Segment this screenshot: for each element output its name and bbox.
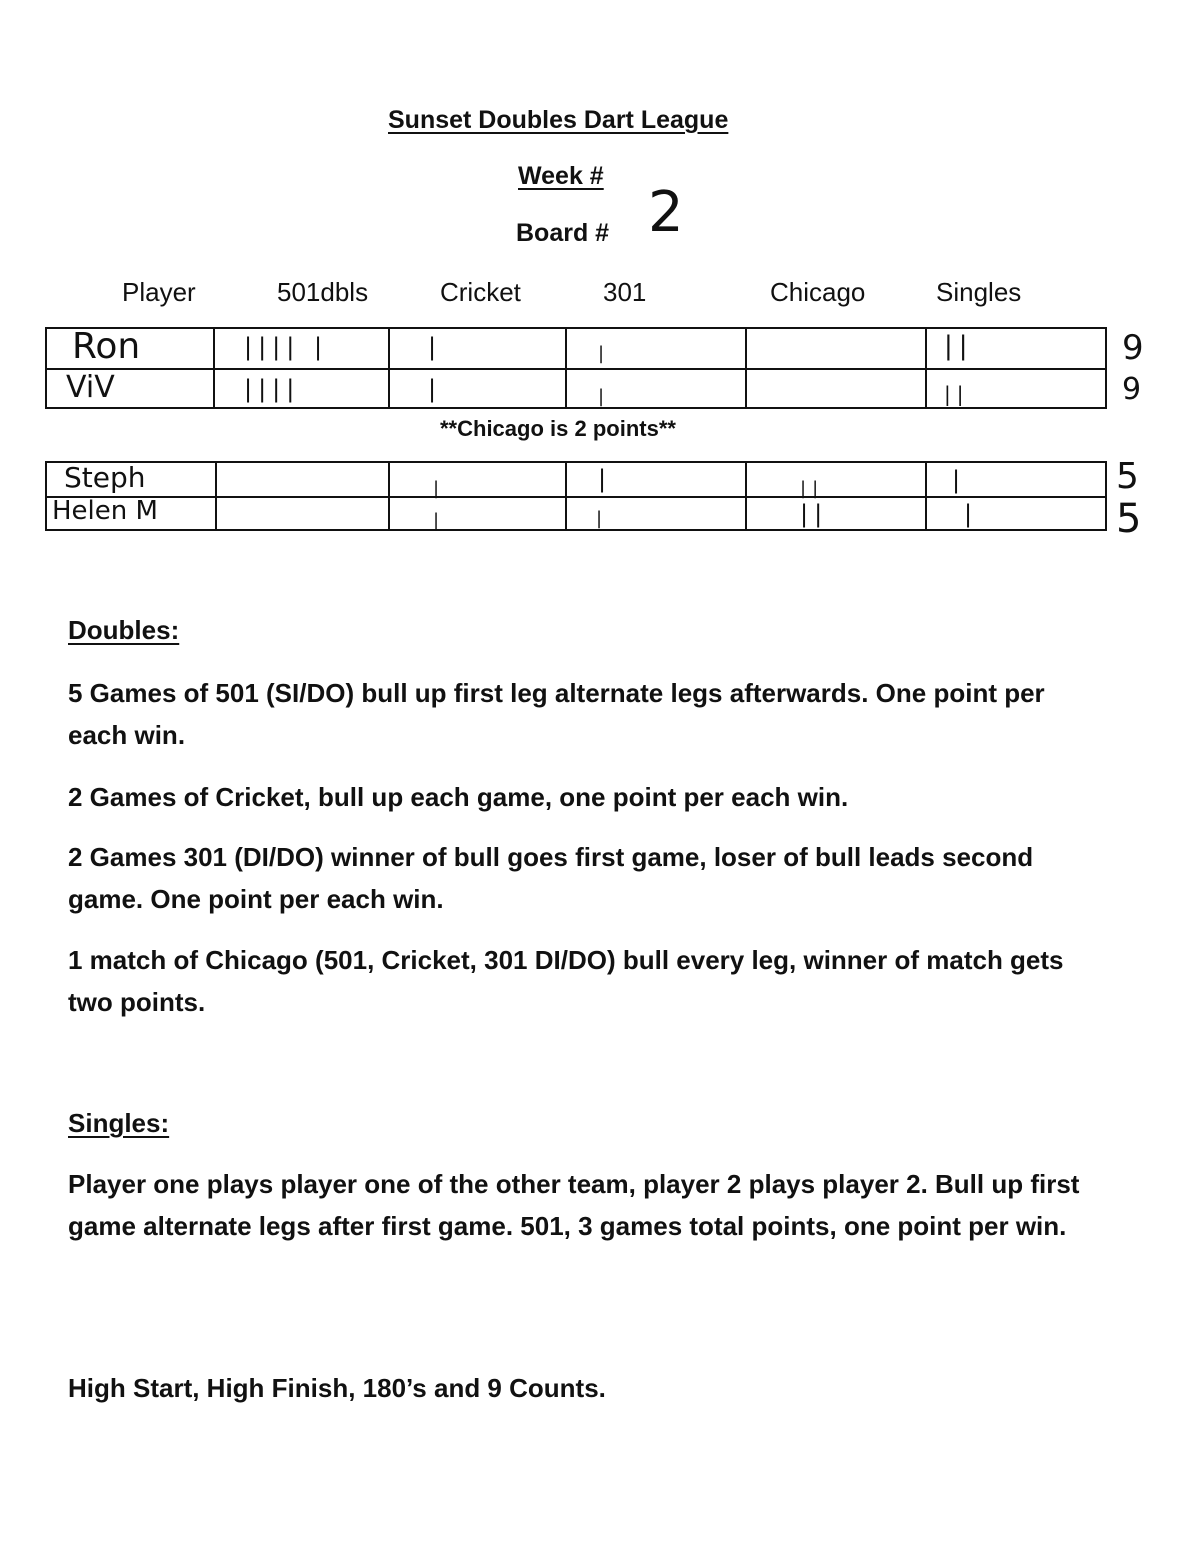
doubles-rule-501: 5 Games of 501 (SI/DO) bull up first leg alternate legs afterwards. One point per each win.	[68, 678, 1045, 750]
board-number: 2	[648, 180, 684, 245]
doubles-heading: Doubles:	[68, 615, 180, 645]
team1-p1-singles-marks: ||	[944, 331, 974, 361]
week-label: Week #	[518, 162, 604, 190]
team2-p2-chicago-marks: ||	[800, 500, 829, 528]
team2-p2-301-marks: |	[596, 508, 609, 529]
singles-rule: Player one plays player one of the other team, player 2 plays player 2. Bull up first game alternate legs after first game. 501, 3 games total points, one point per win.	[68, 1169, 1080, 1241]
team2-p1-singles-marks: |	[952, 466, 967, 494]
footer-counts: High Start, High Finish, 180’s and 9 Counts.	[68, 1373, 606, 1403]
team2-p2-singles-marks: |	[964, 500, 979, 528]
col-player: Player	[122, 277, 196, 307]
singles-heading: Singles:	[68, 1108, 170, 1138]
col-cricket: Cricket	[440, 277, 521, 307]
team1-p2-301-marks: |	[598, 386, 611, 407]
board-label: Board #	[516, 219, 610, 247]
league-title: Sunset Doubles Dart League	[388, 106, 729, 134]
team2-p1-cricket-marks: |	[433, 478, 446, 499]
team2-player2-name: Helen M	[52, 496, 158, 526]
team1-p1-cricket-marks: |	[428, 333, 443, 361]
team2-score-grid	[45, 461, 1107, 531]
team2-p1-301-marks: |	[598, 465, 613, 493]
team1-p2-501-marks: ||||	[244, 375, 301, 403]
doubles-rule-301: 2 Games 301 (DI/DO) winner of bull goes first game, loser of bull leads second game. One point per each win.	[68, 842, 1034, 914]
team2-p2-total: 5	[1116, 496, 1142, 542]
doubles-rule-chicago: 1 match of Chicago (501, Cricket, 301 DI/DO) bull every leg, winner of match gets two points.	[68, 945, 1064, 1017]
team2-p1-chicago-marks: ||	[800, 478, 825, 499]
team2-p1-total: 5	[1116, 456, 1139, 497]
team1-p2-cricket-marks: |	[428, 375, 443, 403]
team2-player1-name: Steph	[64, 461, 146, 494]
col-301: 301	[603, 277, 647, 307]
team1-p1-301-marks: |	[598, 343, 611, 364]
team1-player2-name: ViV	[66, 370, 115, 405]
team1-p1-total: 9	[1122, 328, 1144, 368]
team1-p2-singles-marks: ||	[944, 382, 970, 406]
col-501dbls: 501dbls	[277, 277, 369, 307]
team1-player1-name: Ron	[72, 326, 141, 367]
team1-p1-501-marks: |||| |	[244, 333, 329, 361]
chicago-note: **Chicago is 2 points**	[440, 416, 676, 441]
col-chicago: Chicago	[770, 277, 866, 307]
col-singles: Singles	[936, 277, 1022, 307]
doubles-rule-cricket: 2 Games of Cricket, bull up each game, one point per each win.	[68, 782, 849, 812]
team1-p2-total: 9	[1122, 372, 1142, 407]
team2-p2-cricket-marks: |	[433, 510, 446, 531]
